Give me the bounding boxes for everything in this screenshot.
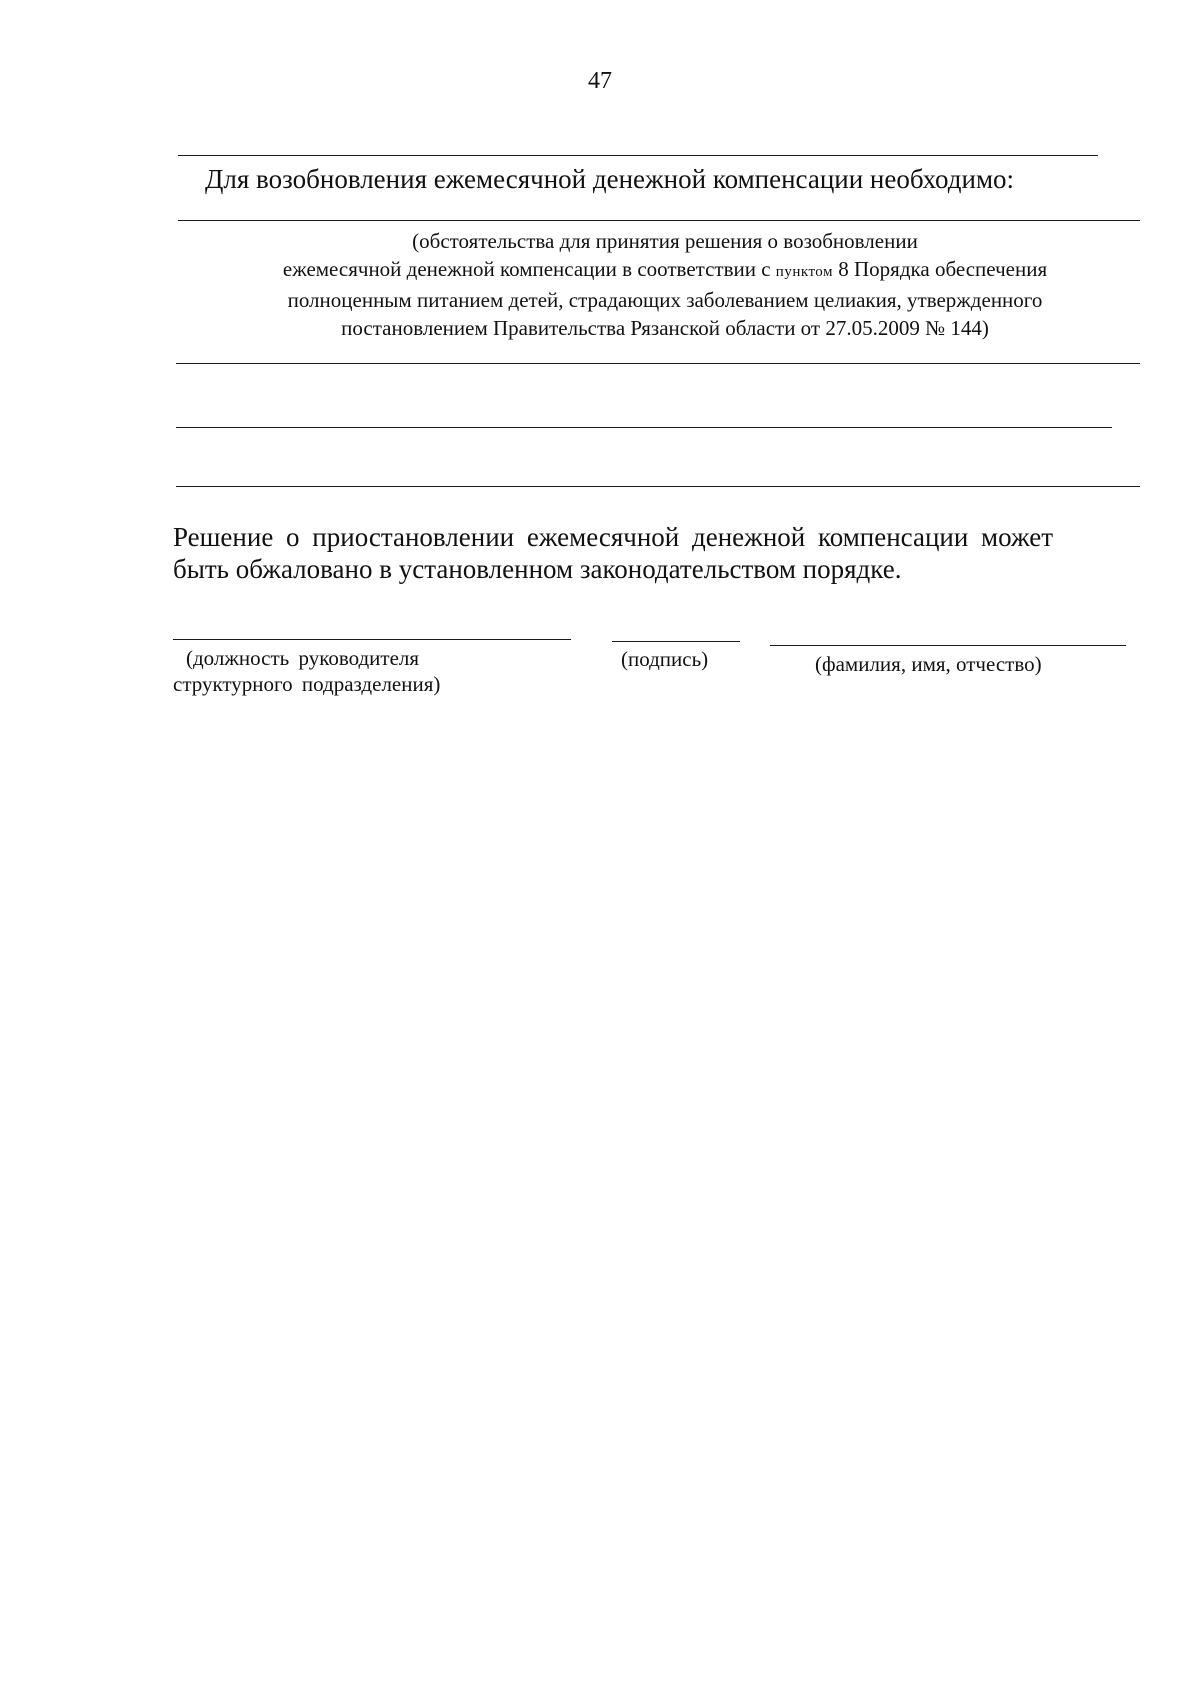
note-line-2-small-word: пунктом [775,264,834,280]
signature-caption: (подпись) [621,647,709,671]
fill-in-rule-4 [176,486,1140,487]
decision-line-1: Решение о приостановлении ежемесячной денежной компенсации может [173,522,1054,552]
signature-line [612,641,740,642]
note-line-2 [170,255,1160,286]
position-caption-line-1: (должность руководителя [186,646,420,670]
note-line-3: полноценным питанием детей, страдающих заболеванием целиакия, утвержденного [287,288,1043,312]
heading: Для возобновления ежемесячной денежной компенсации необходимо: [205,164,1015,194]
decision-line-2: быть обжаловано в установленном законодательством порядке. [173,554,902,584]
fill-in-rule-2 [176,363,1140,364]
name-signature-line [770,645,1126,646]
fill-in-rule-1 [178,220,1140,221]
heading-top-rule [178,155,1098,156]
note-line-4: постановлением Правительства Рязанской области от 27.05.2009 № 144) [341,316,989,340]
instruction-note [170,227,1160,342]
page-number: 47 [588,68,612,94]
note-line-2-end: 8 Порядка обеспечения [838,257,1048,281]
position-caption-line-2: структурного подразделения) [173,672,441,696]
position-signature-line [173,639,571,640]
note-line-1: (обстоятельства для принятия решения о возобновлении [412,229,918,253]
note-line-2-start: ежемесячной денежной компенсации в соответствии с [282,257,771,281]
position-caption [173,645,440,697]
decision-statement [173,521,1163,585]
name-caption: (фамилия, имя, отчество) [815,652,1042,676]
fill-in-rule-3 [176,427,1112,428]
